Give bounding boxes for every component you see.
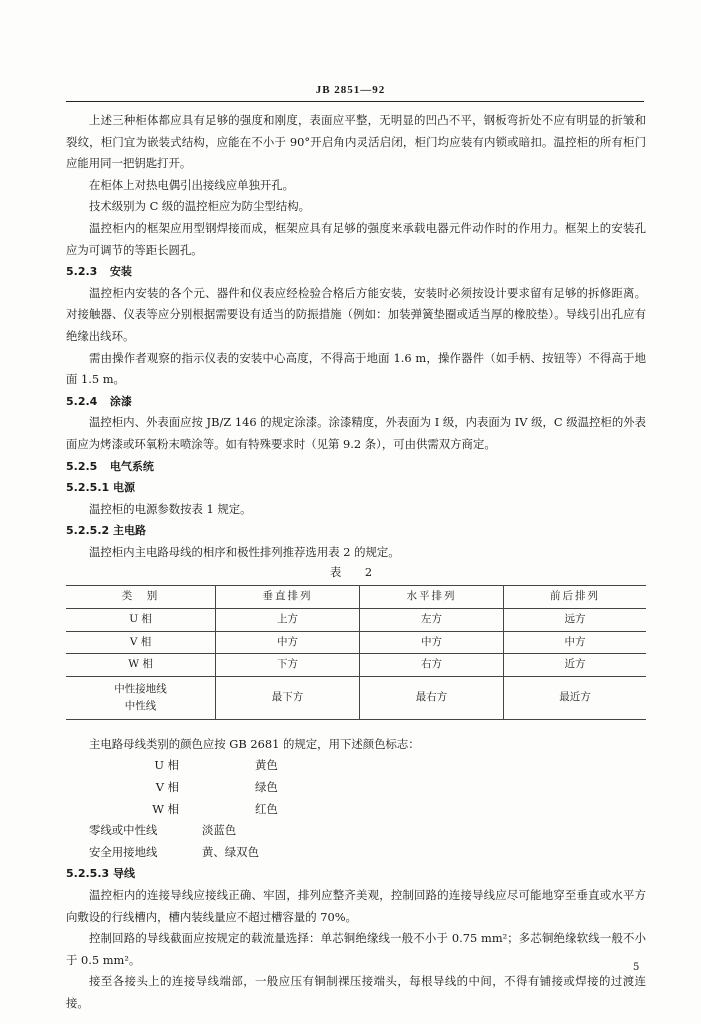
heading-5-2-5-2: [66, 520, 646, 542]
table-cell: 中方: [503, 631, 646, 654]
list-item: [66, 842, 646, 864]
heading-number: 5.2.5.1: [66, 481, 110, 495]
document-header: JB 2851—92: [315, 84, 386, 96]
table-cell: W 相: [66, 654, 216, 677]
column-header: 垂直排列: [216, 586, 360, 609]
table-cell: 远方: [503, 609, 646, 632]
heading-5-2-5-1: [66, 477, 646, 499]
column-header: 类 别: [66, 586, 216, 609]
table-header-row: [66, 586, 646, 609]
table-row: [66, 654, 646, 677]
cell-line: 中性接地线: [114, 682, 167, 695]
phase-label: 安全用接地线: [89, 844, 158, 859]
paragraph-main-circuit: 温控柜内主电路母线的相序和极性排列推荐选用表 2 的规定。: [89, 544, 400, 559]
table-cell: 下方: [216, 654, 360, 677]
column-header: 水平排列: [360, 586, 504, 609]
table-row: [66, 676, 646, 719]
table-cell: V 相: [66, 631, 216, 654]
phase-arrangement-table: [66, 585, 646, 719]
list-item: [66, 755, 646, 777]
heading-number: 5.2.5.3: [66, 867, 110, 881]
heading-number: 5.2.3: [66, 265, 98, 279]
paragraph-frame: 温控柜内的框架应用型钢焊接而成，框架应具有足够的强度来承载电器元件动作时的作用力。框架上的安装孔应为可调节的等距长圆孔。: [66, 220, 646, 257]
color-value: 黄色: [255, 758, 278, 773]
paragraph-power: 温控柜的电源参数按表 1 规定。: [89, 501, 252, 516]
paragraph-wiring: 温控柜内的连接导线应接线正确、牢固，排列应整齐美观，控制回路的连接导线应尽可能地穿至垂直或水平方向敷设的行线槽内，槽内装线量应不超过槽容量的 70%。: [66, 888, 646, 924]
list-item: [66, 799, 646, 821]
table-cell: U 相: [66, 609, 216, 632]
table-caption: 表 2: [329, 565, 383, 580]
heading-title: 电气系统: [109, 459, 154, 473]
table-cell: 最近方: [503, 676, 646, 719]
table-cell: 最下方: [216, 676, 360, 719]
heading-title: 导线: [113, 867, 135, 881]
heading-number: 5.2.5: [66, 459, 98, 473]
heading-title: 电源: [113, 481, 135, 495]
heading-title: 涂漆: [109, 394, 132, 408]
table-cell: 上方: [216, 609, 360, 632]
table-cell: 右方: [360, 654, 504, 677]
list-item: [66, 777, 646, 799]
phase-label: U 相: [154, 758, 179, 773]
paragraph-cabinet-structure: 上述三种柜体都应具有足够的强度和刚度，表面应平整，无明显的凹凸不平，钢板弯折处不应有明显的折皱和裂纹，柜门宜为嵌装式结构，应能在不小于 90°开启角内灵活启闭，柜门均应装有内锁或暗扣。温控柜的所有柜门应能用同一把钥匙打开。: [66, 113, 646, 171]
color-list: [66, 755, 646, 863]
header-rule: [66, 101, 644, 102]
list-item: [66, 820, 646, 842]
page-number: 5: [633, 962, 640, 973]
table-cell: 左方: [360, 609, 504, 632]
color-value: 绿色: [255, 780, 278, 795]
heading-5-2-5: [66, 456, 646, 478]
table-cell: [66, 676, 216, 719]
page-body: [66, 110, 646, 1015]
heading-number: 5.2.4: [66, 394, 98, 408]
heading-title: 安装: [109, 265, 132, 279]
heading-5-2-4: [66, 391, 646, 413]
table-row: [66, 609, 646, 632]
paragraph-installation: 温控柜内安装的各个元、器件和仪表应经检验合格后方能安装，安装时必须按设计要求留有足够的拆修距离。对接触器、仪表等应分别根据需要设有适当的防振措施（例如：加装弹簧垫圈或适当厚的橡胶垫）。导线引出孔应有绝缘出线环。: [66, 285, 646, 343]
color-value: 红色: [255, 801, 278, 816]
phase-label: 零线或中性线: [89, 823, 158, 838]
paragraph-wire-section: 控制回路的导线截面应按规定的载流量选择：单芯铜绝缘线一般不小于 0.75 mm²；多芯铜绝缘软线一般不小于 0.5 mm²。: [66, 931, 646, 967]
cell-line: 中性线: [124, 699, 157, 712]
color-value: 黄、绿双色: [202, 844, 259, 859]
table-row: [66, 631, 646, 654]
table-cell: 中方: [216, 631, 360, 654]
heading-5-2-5-3: [66, 863, 646, 885]
paragraph-dustproof: 技术级别为 C 级的温控柜应为防尘型结构。: [89, 199, 310, 214]
paragraph-terminals: 接至各接头上的连接导线端部，一般应压有铜制裸压接端头，每根导线的中间，不得有铺接或焊接的过渡连接。: [66, 974, 646, 1010]
paragraph-painting: 温控柜内、外表面应按 JB/Z 146 的规定涂漆。涂漆精度，外表面为 I 级，内表面为 IV 级，C 级温控柜的外表面应为烤漆或环氧粉末喷涂等。如有特殊要求时（见第 9.2 条），可由供需双方商定。: [66, 415, 646, 451]
heading-number: 5.2.5.2: [66, 524, 110, 538]
heading-title: 主电路: [113, 524, 146, 538]
table-cell: 中方: [360, 631, 504, 654]
paragraph-instrument-height: 需由操作者观察的指示仪表的安装中心高度，不得高于地面 1.6 m，操作器件（如手柄、按钮等）不得高于地面 1.5 m。: [66, 350, 646, 387]
column-header: 前后排列: [503, 586, 646, 609]
table-cell: 最右方: [360, 676, 504, 719]
table-cell: 近方: [503, 654, 646, 677]
phase-label: V 相: [155, 780, 179, 795]
phase-label: W 相: [152, 801, 179, 816]
color-value: 淡蓝色: [202, 823, 237, 838]
paragraph-color-intro: 主电路母线类别的颜色应按 GB 2681 的规定，用下述颜色标志：: [89, 736, 420, 751]
paragraph-thermocouple-hole: 在柜体上对热电偶引出接线应单独开孔。: [89, 177, 295, 192]
heading-5-2-3: [66, 261, 646, 283]
